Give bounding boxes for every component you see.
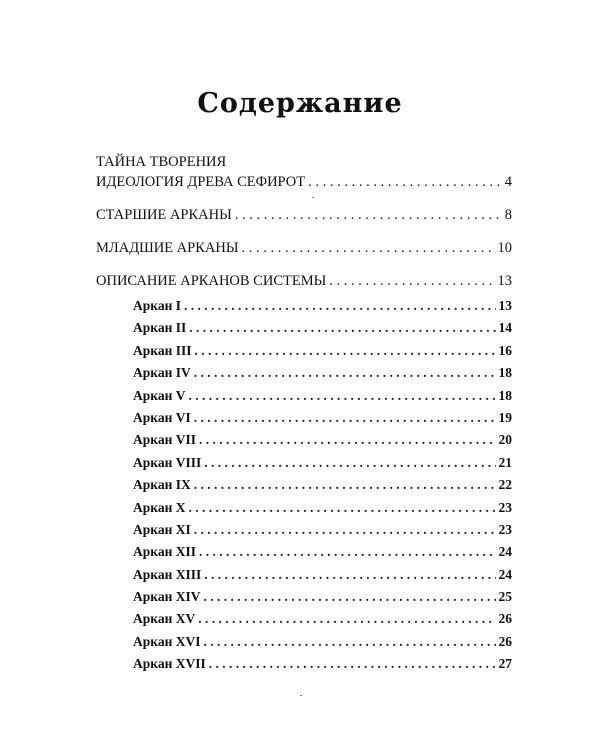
dot-leader: [199, 541, 496, 563]
toc-entry-label: ИДЕОЛОГИЯ ДРЕВА СЕФИРОТ: [96, 174, 306, 190]
toc-subentry: [96, 407, 512, 429]
toc-entry-label: Аркан XII: [133, 544, 196, 560]
toc-subentry: [96, 340, 512, 362]
toc-page-number: 23: [498, 499, 512, 515]
dot-leader: [204, 564, 495, 586]
toc-page-number: 4: [504, 174, 512, 190]
toc-page-number: 24: [498, 544, 512, 560]
toc-page-number: 24: [498, 566, 512, 582]
dot-leader: [194, 519, 496, 541]
scan-speck: [300, 695, 302, 696]
toc-entry-minor-arcana: [96, 238, 512, 258]
toc-entry-label: Аркан VI: [133, 409, 191, 425]
toc-subentry: [96, 631, 512, 653]
toc-page-number: 21: [498, 454, 512, 470]
dot-leader: [188, 385, 495, 407]
toc-entry-label: Аркан V: [133, 387, 186, 403]
dot-leader: [329, 271, 494, 291]
dot-leader: [198, 608, 495, 630]
toc-page-number: 25: [498, 589, 512, 605]
dot-leader: [188, 497, 495, 519]
toc-subentry: [96, 429, 512, 451]
dot-leader: [204, 452, 495, 474]
toc-entry: [96, 238, 512, 258]
toc-page-number: 18: [498, 365, 512, 381]
toc-entry-label: Аркан XIV: [133, 589, 201, 605]
dot-leader: [194, 474, 496, 496]
toc-entry-creation-mystery: [96, 152, 512, 192]
toc-page-number: 26: [498, 633, 512, 649]
toc-entry-label: Аркан XVI: [133, 633, 201, 649]
toc-entry-label: Аркан I: [133, 298, 181, 313]
toc-page-number: 19: [498, 409, 512, 425]
toc-page-number: 27: [498, 656, 512, 672]
toc-entry-label: Аркан X: [133, 499, 186, 515]
toc-entry-major-arcana: [96, 205, 512, 225]
toc-subentry: [96, 586, 512, 608]
toc-page-number: 14: [498, 320, 512, 336]
toc-entry-label: МЛАДШИЕ АРКАНЫ: [96, 240, 239, 256]
toc-subentry: [96, 564, 512, 586]
toc-subentry: [96, 362, 512, 384]
dot-leader: [184, 295, 496, 317]
toc-subentry: [96, 317, 512, 339]
toc-page-number: 23: [498, 521, 512, 537]
toc-entry-label: Аркан XIII: [133, 566, 202, 582]
toc-entry: [96, 172, 512, 192]
toc-subentry: [96, 519, 512, 541]
dot-leader: [235, 205, 502, 225]
toc-page-number: 20: [498, 432, 512, 448]
toc-subentry: [96, 608, 512, 630]
toc-page-number: 18: [498, 387, 512, 403]
toc-page-number: 8: [504, 207, 512, 223]
toc-subentry: [96, 474, 512, 496]
scan-speck: [312, 197, 314, 198]
dot-leader: [209, 653, 496, 675]
toc-entry-label: Аркан III: [133, 342, 192, 358]
toc-entry-label: Аркан II: [133, 320, 187, 336]
toc-page-number: 13: [497, 273, 512, 289]
toc-subentry: [96, 653, 512, 675]
page-title: Содержание: [197, 88, 403, 119]
arcana-list: [96, 295, 512, 676]
toc-subentry: [96, 541, 512, 563]
toc-page-number: 13: [498, 298, 512, 313]
dot-leader: [204, 586, 496, 608]
dot-leader: [199, 429, 496, 451]
dot-leader: [204, 631, 496, 653]
table-of-contents: [96, 152, 512, 676]
dot-leader: [194, 362, 496, 384]
dot-leader: [308, 172, 502, 192]
toc-entry-label: СТАРШИЕ АРКАНЫ: [96, 207, 232, 223]
dot-leader: [194, 407, 496, 429]
toc-entry-arcana-description: [96, 271, 512, 291]
toc-entry-label: Аркан XV: [133, 611, 196, 627]
toc-entry: [96, 271, 512, 291]
dot-leader: [189, 317, 495, 339]
toc-subentry: [96, 497, 512, 519]
toc-subentry: [96, 295, 512, 317]
toc-page-number: 22: [498, 477, 512, 493]
toc-subentry: [96, 452, 512, 474]
toc-entry: [96, 205, 512, 225]
dot-leader: [241, 238, 494, 258]
toc-entry-label: Аркан IV: [133, 365, 191, 381]
toc-entry-label: Аркан XI: [133, 521, 191, 537]
toc-entry-label: Аркан XVII: [133, 656, 206, 672]
toc-entry-label: ОПИСАНИЕ АРКАНОВ СИСТЕМЫ: [96, 273, 327, 289]
dot-leader: [195, 340, 496, 362]
toc-subentry: [96, 385, 512, 407]
toc-entry-label: Аркан VIII: [133, 454, 202, 470]
toc-entry-heading: ТАЙНА ТВОРЕНИЯ: [96, 154, 227, 170]
toc-entry-label: Аркан IX: [133, 477, 191, 493]
toc-entry-label: Аркан VII: [133, 432, 196, 448]
toc-page-number: 26: [498, 611, 512, 627]
toc-page-number: 16: [498, 342, 512, 358]
toc-page-number: 10: [497, 240, 512, 256]
